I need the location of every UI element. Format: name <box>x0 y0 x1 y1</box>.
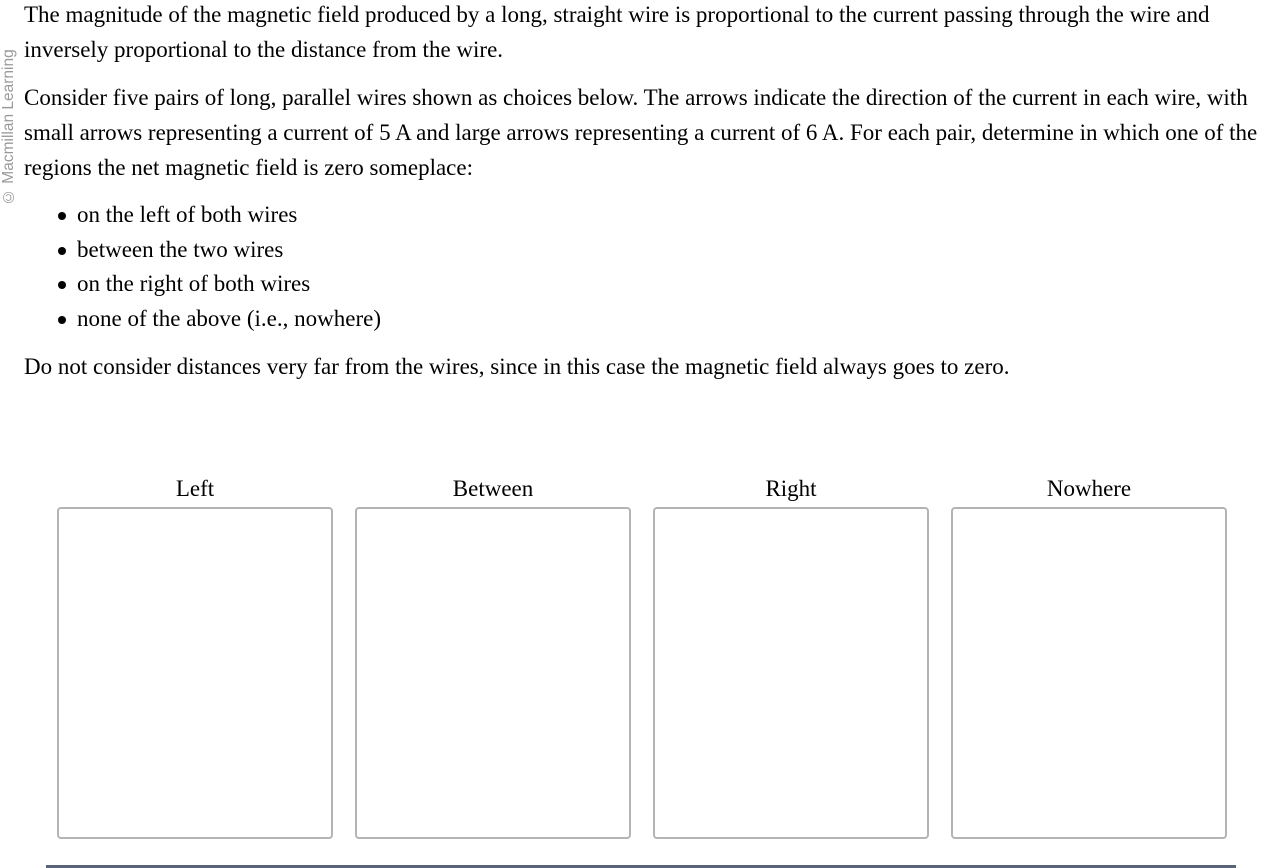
bin-label: Nowhere <box>1046 476 1132 501</box>
bin-left <box>57 473 333 839</box>
list-item <box>24 302 1260 337</box>
region-options-list <box>24 198 1260 336</box>
option-label: on the right of both wires <box>77 271 311 296</box>
drop-bins <box>57 473 1227 839</box>
question-text <box>24 0 1260 397</box>
drop-zone-nowhere[interactable] <box>951 507 1227 839</box>
bin-nowhere <box>951 473 1227 839</box>
list-item <box>24 267 1260 302</box>
drop-zone-left[interactable] <box>57 507 333 839</box>
bullet-icon <box>58 281 66 289</box>
list-item <box>24 233 1260 268</box>
intro-paragraph: The magnitude of the magnetic field produced by a long, straight wire is proportional to the current passing through the wire and inversely proportional to the distance from the wire. <box>24 2 1210 62</box>
option-label: between the two wires <box>77 236 284 262</box>
note-paragraph: Do not consider distances very far from the wires, since in this case the magnetic field always goes to zero. <box>24 354 1010 379</box>
bin-label: Left <box>175 476 215 501</box>
list-item <box>24 198 1260 233</box>
option-label: none of the above (i.e., nowhere) <box>77 305 381 331</box>
bin-label: Between <box>452 476 534 501</box>
bullet-icon <box>58 316 66 324</box>
bullet-icon <box>58 212 66 220</box>
bin-label: Right <box>765 476 817 501</box>
bullet-icon <box>58 247 66 255</box>
drop-zone-right[interactable] <box>653 507 929 839</box>
bin-between <box>355 473 631 839</box>
question-paragraph: Consider five pairs of long, parallel wires shown as choices below. The arrows indicate the direction of the current in each wire, with small arrows representing a current of 5 A and large arrows representing a current of 6 A. For each pair, determine in which one of the regions the net magnetic field is zero someplace: <box>24 85 1258 180</box>
option-label: on the left of both wires <box>77 202 298 227</box>
drop-zone-between[interactable] <box>355 507 631 839</box>
copyright-watermark: © Macmillan Learning <box>0 49 17 205</box>
bin-right <box>653 473 929 839</box>
